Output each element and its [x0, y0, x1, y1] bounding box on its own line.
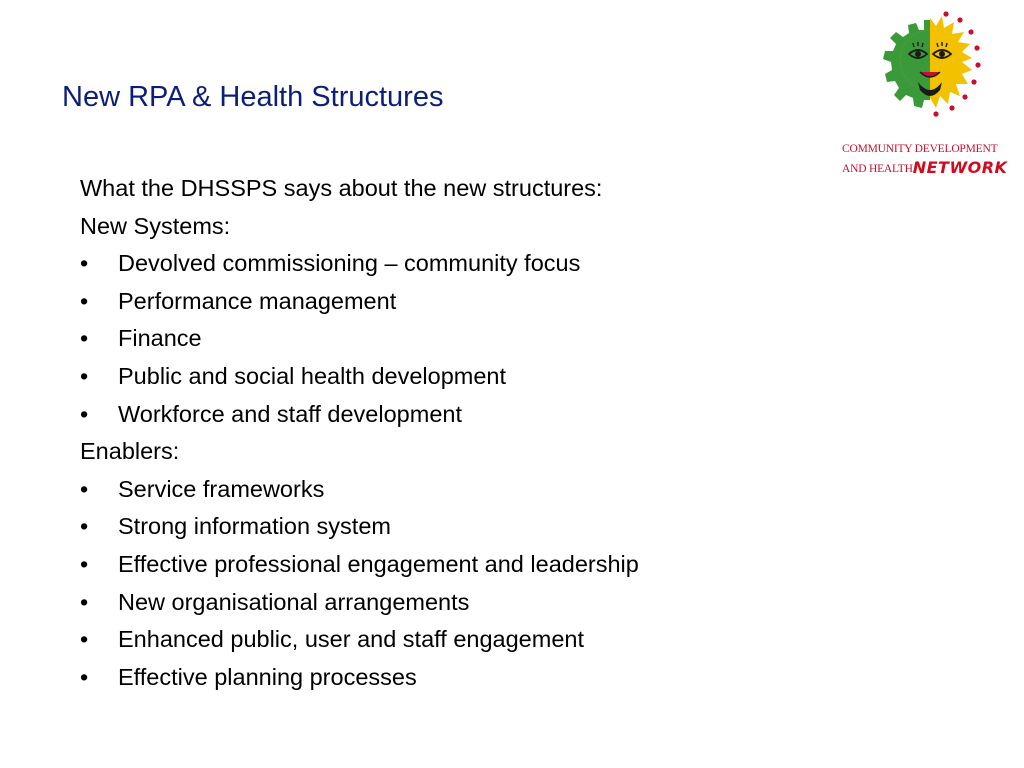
bullet-icon: • — [80, 400, 89, 427]
list-item-text: Workforce and staff development — [118, 400, 462, 427]
list-item — [80, 471, 800, 509]
slide-title: New RPA & Health Structures — [62, 81, 444, 113]
list-item — [80, 358, 800, 396]
sun-face-emblem-icon — [878, 10, 982, 120]
list-item-text: Performance management — [118, 287, 397, 314]
slide-body — [80, 170, 800, 696]
list-item-text: New organisational arrangements — [118, 588, 470, 615]
enablers-heading: Enablers: — [80, 438, 180, 465]
intro-text: What the DHSSPS says about the new structures: — [80, 175, 603, 201]
list-item — [80, 584, 800, 622]
list-item — [80, 546, 800, 584]
bullet-icon: • — [80, 550, 89, 577]
list-item — [80, 621, 800, 659]
logo-network-word: NETWORK — [912, 158, 1008, 177]
list-item-text: Devolved commissioning – community focus — [118, 250, 581, 277]
list-item-text: Public and social health development — [118, 362, 507, 389]
bullet-icon: • — [80, 250, 89, 277]
list-item-text: Strong information system — [118, 513, 391, 540]
list-item — [80, 396, 800, 434]
bullet-icon: • — [80, 513, 89, 540]
list-item — [80, 283, 800, 321]
logo-line-2-text: AND HEALTH — [842, 163, 913, 175]
list-item-text: Effective planning processes — [118, 663, 417, 690]
list-item-text: Effective professional engagement and leadership — [118, 550, 639, 577]
list-item-text: Service frameworks — [118, 475, 325, 502]
bullet-icon: • — [80, 475, 89, 502]
list-item — [80, 659, 800, 697]
list-item — [80, 245, 800, 283]
bullet-icon: • — [80, 325, 89, 352]
list-item-text: Enhanced public, user and staff engagement — [118, 626, 584, 653]
bullet-icon: • — [80, 588, 89, 615]
systems-heading: New Systems: — [80, 212, 231, 239]
community-development-health-network-logo — [838, 10, 1022, 185]
logo-line-1: COMMUNITY DEVELOPMENT — [842, 143, 998, 155]
list-item — [80, 508, 800, 546]
bullet-icon: • — [80, 362, 89, 389]
logo-line-2 — [842, 158, 1022, 178]
logo-wordmark — [842, 140, 1022, 178]
bullet-icon: • — [80, 287, 89, 314]
bullet-icon: • — [80, 663, 89, 690]
list-item-text: Finance — [118, 325, 202, 352]
list-item — [80, 320, 800, 358]
bullet-icon: • — [80, 626, 89, 653]
